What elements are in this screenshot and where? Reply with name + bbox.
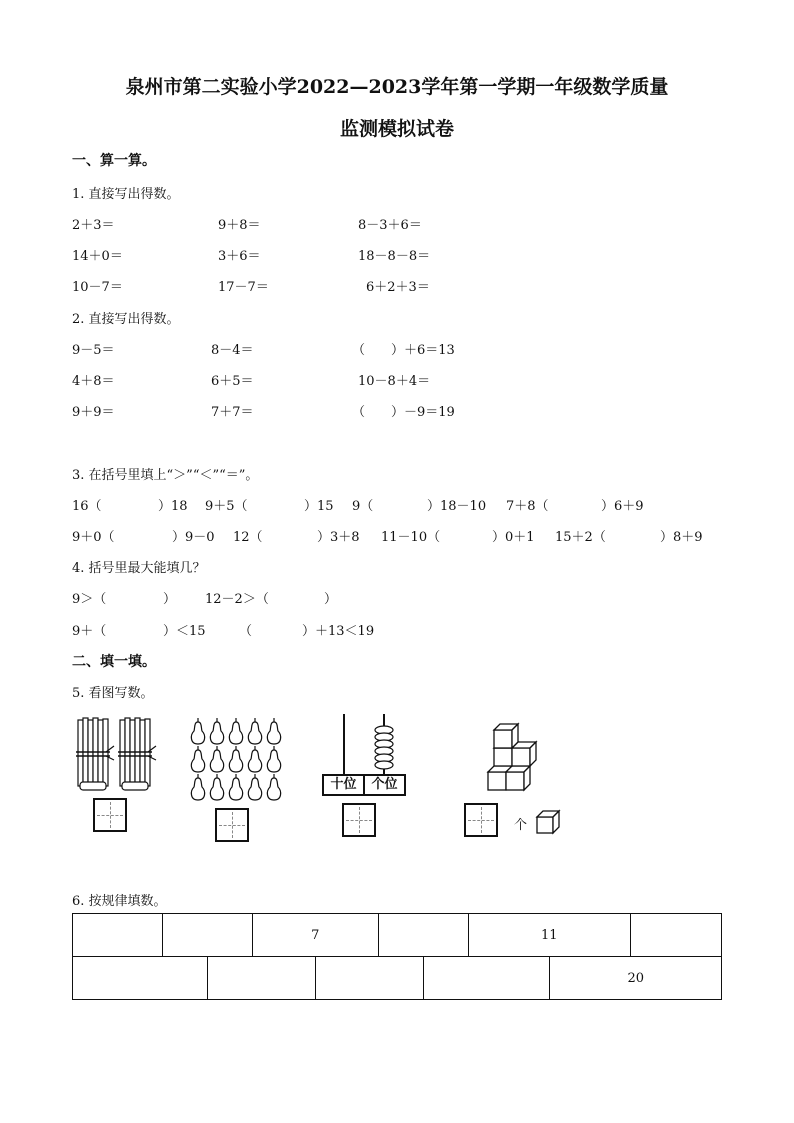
seq-cell[interactable] xyxy=(630,914,721,957)
q4-part: 12－2＞（ xyxy=(205,592,269,607)
q3-part: ）6＋9 xyxy=(601,499,644,514)
q1-item: 18－8－8＝ xyxy=(358,249,431,264)
seq-cell[interactable] xyxy=(73,957,208,1000)
seq-cell[interactable] xyxy=(162,914,252,957)
q3-part: ）18－10 xyxy=(427,499,487,514)
stick-bundles-image xyxy=(74,716,158,792)
title-line2: 监测模拟试卷 xyxy=(339,118,454,140)
q6-label: 6. 按规律填数。 xyxy=(72,894,167,909)
unit-label: 个 xyxy=(514,818,528,833)
seq-cell: 20 xyxy=(550,957,722,1000)
q1-item: 2＋3＝ xyxy=(72,218,115,233)
q4-part: 9＞（ xyxy=(72,592,107,607)
answer-box-2[interactable] xyxy=(215,808,249,842)
q1-item: 6＋2＋3＝ xyxy=(366,280,430,295)
q4-part: （ xyxy=(239,624,253,639)
q5-label: 5. 看图写数。 xyxy=(72,686,154,701)
q3-part: ）18 xyxy=(158,499,188,514)
q3-part: 11－10（ xyxy=(381,530,441,545)
q4-part: ） xyxy=(324,592,338,607)
q2-label: 2. 直接写出得数。 xyxy=(72,312,180,327)
q3-part: ）8＋9 xyxy=(660,530,703,545)
q3-part: 15＋2（ xyxy=(555,530,606,545)
q3-part: ）3＋8 xyxy=(317,530,360,545)
q4-label: 4. 括号里最大能填几？ xyxy=(72,561,206,576)
q2-item: 4＋8＝ xyxy=(72,374,115,389)
q2-item: 9＋9＝ xyxy=(72,405,115,420)
pears-image xyxy=(188,716,284,802)
cube-icon xyxy=(534,808,562,836)
seq-cell[interactable] xyxy=(378,914,468,957)
seq-cell[interactable] xyxy=(315,957,423,1000)
q2-item: 8－4＝ xyxy=(211,343,254,358)
q3-part: ）9－0 xyxy=(172,530,215,545)
q1-item: 9＋8＝ xyxy=(218,218,261,233)
q3-part: 7＋8（ xyxy=(506,499,549,514)
q4-part: 9＋（ xyxy=(72,624,107,639)
sequence-table-row2 xyxy=(72,956,722,1000)
seq-cell[interactable] xyxy=(73,914,163,957)
section2-heading: 二、填一填。 xyxy=(72,654,156,670)
q2-item: （ ）＋6＝13 xyxy=(352,343,455,358)
q1-item: 8－3＋6＝ xyxy=(358,218,422,233)
q2-item: 9－5＝ xyxy=(72,343,115,358)
section1-heading: 一、算一算。 xyxy=(72,153,156,169)
abacus-tens-label: 十位 xyxy=(324,776,365,794)
q2-item: 7＋7＝ xyxy=(211,405,254,420)
q1-item: 3＋6＝ xyxy=(218,249,261,264)
q2-item: 10－8＋4＝ xyxy=(358,374,431,389)
q1-item: 14＋0＝ xyxy=(72,249,123,264)
q3-part: 9＋5（ xyxy=(205,499,248,514)
answer-box-1[interactable] xyxy=(93,798,127,832)
q3-part: 12（ xyxy=(233,530,263,545)
seq-cell: 11 xyxy=(468,914,630,957)
q2-item: 6＋5＝ xyxy=(211,374,254,389)
q3-label: 3. 在括号里填上“＞”“＜”“＝”。 xyxy=(72,468,259,483)
answer-box-4[interactable] xyxy=(464,803,498,837)
title-line1: 泉州市第二实验小学2022—2023学年第一学期一年级数学质量 xyxy=(125,76,669,98)
q1-item: 17－7＝ xyxy=(218,280,269,295)
seq-cell[interactable] xyxy=(423,957,550,1000)
q2-item: （ ）－9＝19 xyxy=(352,405,455,420)
q4-part: ）＜15 xyxy=(163,624,206,639)
q4-part: ） xyxy=(163,592,177,607)
seq-cell: 7 xyxy=(252,914,378,957)
seq-cell[interactable] xyxy=(207,957,315,1000)
sequence-table-row1 xyxy=(72,913,722,957)
q3-part: ）0＋1 xyxy=(492,530,535,545)
cube-stack-image xyxy=(482,716,544,792)
answer-box-3[interactable] xyxy=(342,803,376,837)
q3-part: 9＋0（ xyxy=(72,530,115,545)
q1-item: 10－7＝ xyxy=(72,280,123,295)
q3-part: ）15 xyxy=(304,499,334,514)
q4-part: ）＋13＜19 xyxy=(302,624,375,639)
q3-part: 16（ xyxy=(72,499,102,514)
q3-part: 9（ xyxy=(352,499,374,514)
abacus-ones-label: 个位 xyxy=(371,777,398,792)
q1-label: 1. 直接写出得数。 xyxy=(72,187,180,202)
